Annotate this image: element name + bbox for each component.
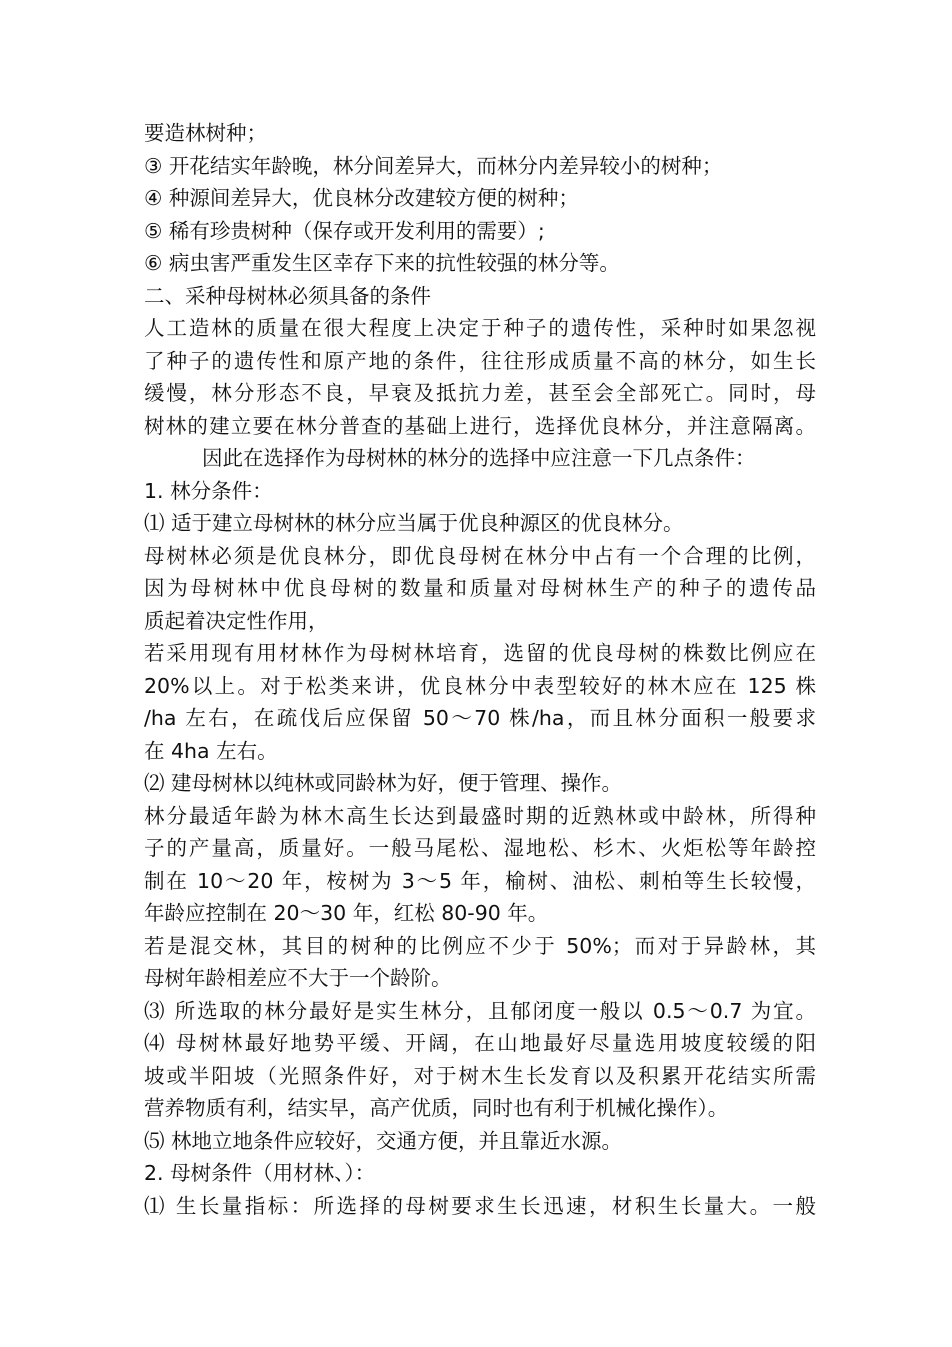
text-line: 因为母树林中优良母树的数量和质量对母树林生产的种子的遗传品	[144, 576, 816, 600]
text-line: ⑴ 生长量指标：所选择的母树要求生长迅速，材积生长量大。一般	[144, 1193, 816, 1218]
text-line: 1. 林分条件：	[144, 478, 273, 503]
text-line: ④ 种源间差异大，优良林分改建较方便的树种；	[144, 186, 579, 210]
text-line: 二、采种母树林必须具备的条件	[144, 283, 431, 308]
text-line: 营养物质有利，结实早，高产优质，同时也有利于机械化操作）。	[144, 1096, 729, 1120]
text-line: /ha 左右，在疏伐后应保留 50～70 株/ha，而且林分面积一般要求	[144, 706, 816, 730]
text-line: 要造林树种；	[144, 121, 267, 145]
text-line: 若是混交林，其目的树种的比例应不少于 50%；而对于异龄林，其	[144, 933, 816, 958]
document-body	[144, 117, 816, 1222]
text-line: 年龄应控制在 20～30 年，红松 80-90 年。	[144, 901, 549, 925]
text-line: 树林的建立要在林分普查的基础上进行，选择优良林分，并注意隔离。	[144, 413, 816, 438]
text-line: 若采用现有用材林作为母树林培育，选留的优良母树的株数比例应在	[144, 641, 816, 665]
text-line: ⑴ 适于建立母树林的林分应当属于优良种源区的优良林分。	[144, 511, 684, 535]
text-line: 人工造林的质量在很大程度上决定于种子的遗传性，采种时如果忽视	[144, 316, 816, 340]
text-line: 林分最适年龄为林木高生长达到最盛时期的近熟林或中龄林，所得种	[144, 803, 816, 828]
text-line: 质起着决定性作用，	[144, 608, 329, 633]
text-line: ③ 开花结实年龄晚，林分间差异大，而林分内差异较小的树种；	[144, 153, 723, 178]
text-line: 2. 母树条件（用材林、）：	[144, 1161, 376, 1185]
text-line: ⑥ 病虫害严重发生区幸存下来的抗性较强的林分等。	[144, 251, 620, 275]
text-line: 缓慢，林分形态不良，早衰及抵抗力差，甚至会全部死亡。同时，母	[144, 381, 816, 405]
text-line: ⑸ 林地立地条件应较好，交通方便，并且靠近水源。	[144, 1128, 623, 1153]
text-line: ⑶ 所选取的林分最好是实生林分，且郁闭度一般以 0.5～0.7 为宜。	[144, 998, 816, 1023]
text-line: 子的产量高，质量好。一般马尾松、湿地松、杉木、火炬松等年龄控	[144, 836, 816, 860]
text-line: 20%以上。对于松类来讲，优良林分中表型较好的林木应在 125 株	[144, 673, 816, 698]
text-line: 因此在选择作为母树林的林分的选择中应注意一下几点条件：	[202, 446, 756, 470]
text-line: 母树年龄相差应不大于一个龄阶。	[144, 966, 452, 990]
text-line: 在 4ha 左右。	[144, 738, 278, 763]
text-line: ⑵ 建母树林以纯林或同龄林为好，便于管理、操作。	[144, 771, 623, 795]
text-line: ⑤ 稀有珍贵树种（保存或开发利用的需要）;	[144, 218, 545, 243]
text-line: 母树林必须是优良林分，即优良母树在林分中占有一个合理的比例，	[144, 543, 816, 568]
text-line: 制在 10～20 年，桉树为 3～5 年，榆树、油松、刺柏等生长较慢，	[144, 868, 816, 893]
text-line: 了种子的遗传性和原产地的条件，往往形成质量不高的林分，如生长	[144, 348, 816, 373]
text-line: 坡或半阳坡（光照条件好，对于树木生长发育以及积累开花结实所需	[144, 1063, 816, 1088]
text-line: ⑷ 母树林最好地势平缓、开阔，在山地最好尽量选用坡度较缓的阳	[144, 1031, 816, 1055]
